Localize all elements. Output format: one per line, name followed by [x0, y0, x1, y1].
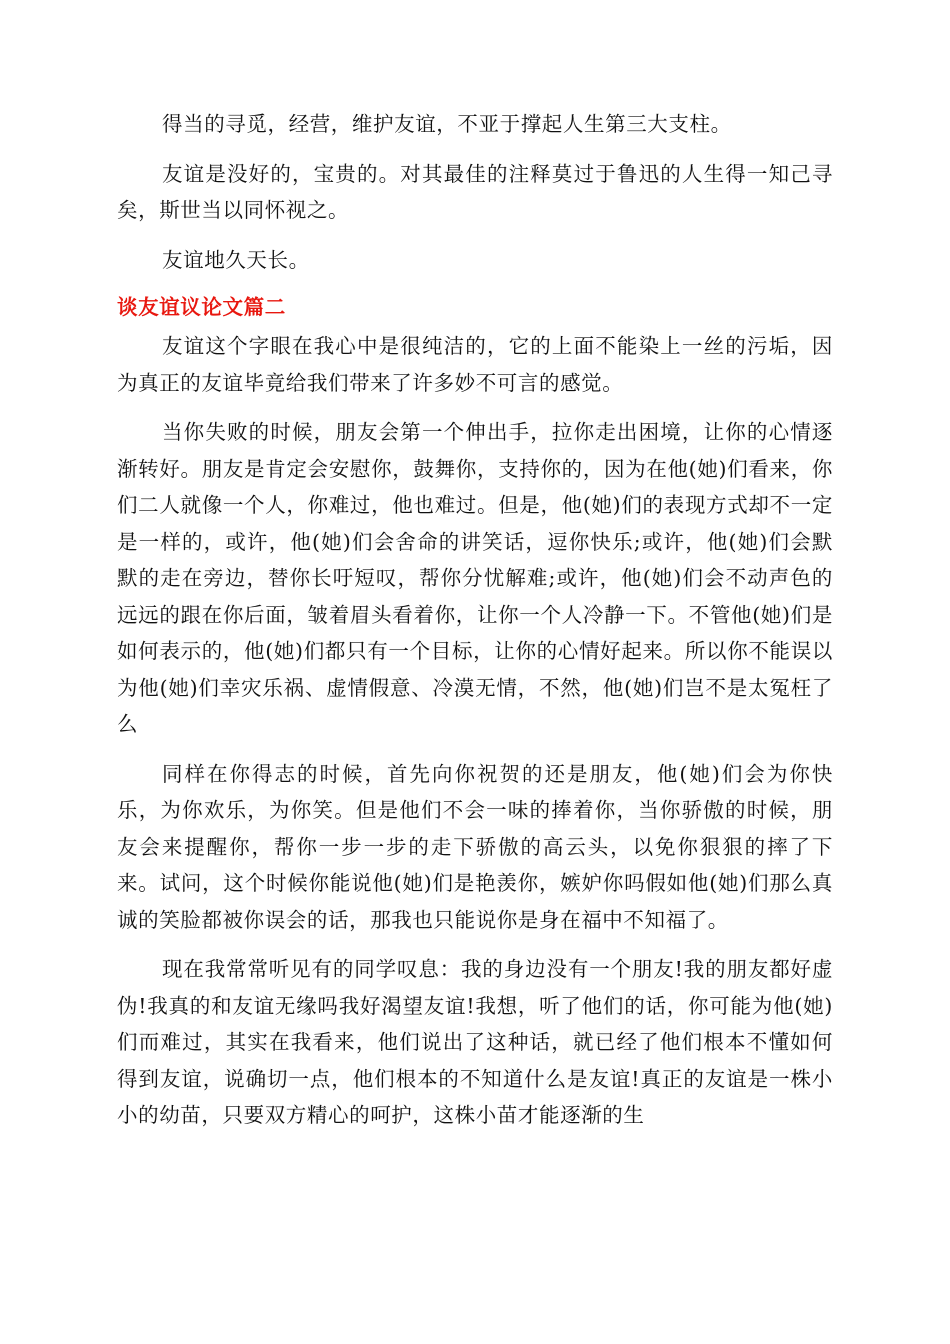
document-page	[117, 106, 833, 1147]
paragraph: 友谊这个字眼在我心中是很纯洁的，它的上面不能染上一丝的污垢，因为真正的友谊毕竟给我们带来了许多妙不可言的感觉。	[117, 334, 833, 395]
paragraph: 得当的寻觅，经营，维护友谊，不亚于撑起人生第三大支柱。	[162, 112, 732, 136]
paragraph: 友谊地久天长。	[162, 247, 310, 272]
paragraph: 友谊是没好的，宝贵的。对其最佳的注释莫过于鲁迅的人生得一知己寻矣，斯世当以同怀视之。	[117, 161, 833, 222]
paragraph: 当你失败的时候，朋友会第一个伸出手，拉你走出困境，让你的心情逐渐转好。朋友是肯定会安慰你，鼓舞你，支持你的，因为在他(她)们看来，你们二人就像一个人，你难过，他也难过。但是，他(她)们的表现方式却不一定是一样的，或许，他(她)们会舍命的讲笑话，逗你快乐;或许，他(她)们会默默的走在旁边，替你长吁短叹，帮你分忧解难;或许，他(她)们会不动声色的远远的跟在你后面，皱着眉头看着你，让你一个人冷静一下。不管他(她)们是如何表示的，他(她)们都只有一个目标，让你的心情好起来。所以你不能误以为他(她)们幸灾乐祸、虚情假意、冷漠无情，不然，他(她)们岂不是太冤枉了么	[117, 420, 833, 736]
section-heading: 谈友谊议论文篇二	[117, 295, 286, 319]
paragraph: 同样在你得志的时候，首先向你祝贺的还是朋友，他(她)们会为你快乐，为你欢乐，为你笑。但是他们不会一味的捧着你，当你骄傲的时候，朋友会来提醒你，帮你一步一步的走下骄傲的高云头，以免你狠狠的摔了下来。试问，这个时候你能说他(她)们是艳羡你，嫉妒你吗假如他(她)们那么真诚的笑脸都被你误会的话，那我也只能说你是身在福中不知福了。	[117, 761, 833, 932]
paragraph: 现在我常常听见有的同学叹息：我的身边没有一个朋友!我的朋友都好虚伪!我真的和友谊无缘吗我好渴望友谊!我想，听了他们的话，你可能为他(她)们而难过，其实在我看来，他们说出了这种话，就已经了他们根本不懂如何得到友谊，说确切一点，他们根本的不知道什么是友谊!真正的友谊是一株小小的幼苗，只要双方精心的呵护，这株小苗才能逐渐的生	[117, 957, 833, 1127]
